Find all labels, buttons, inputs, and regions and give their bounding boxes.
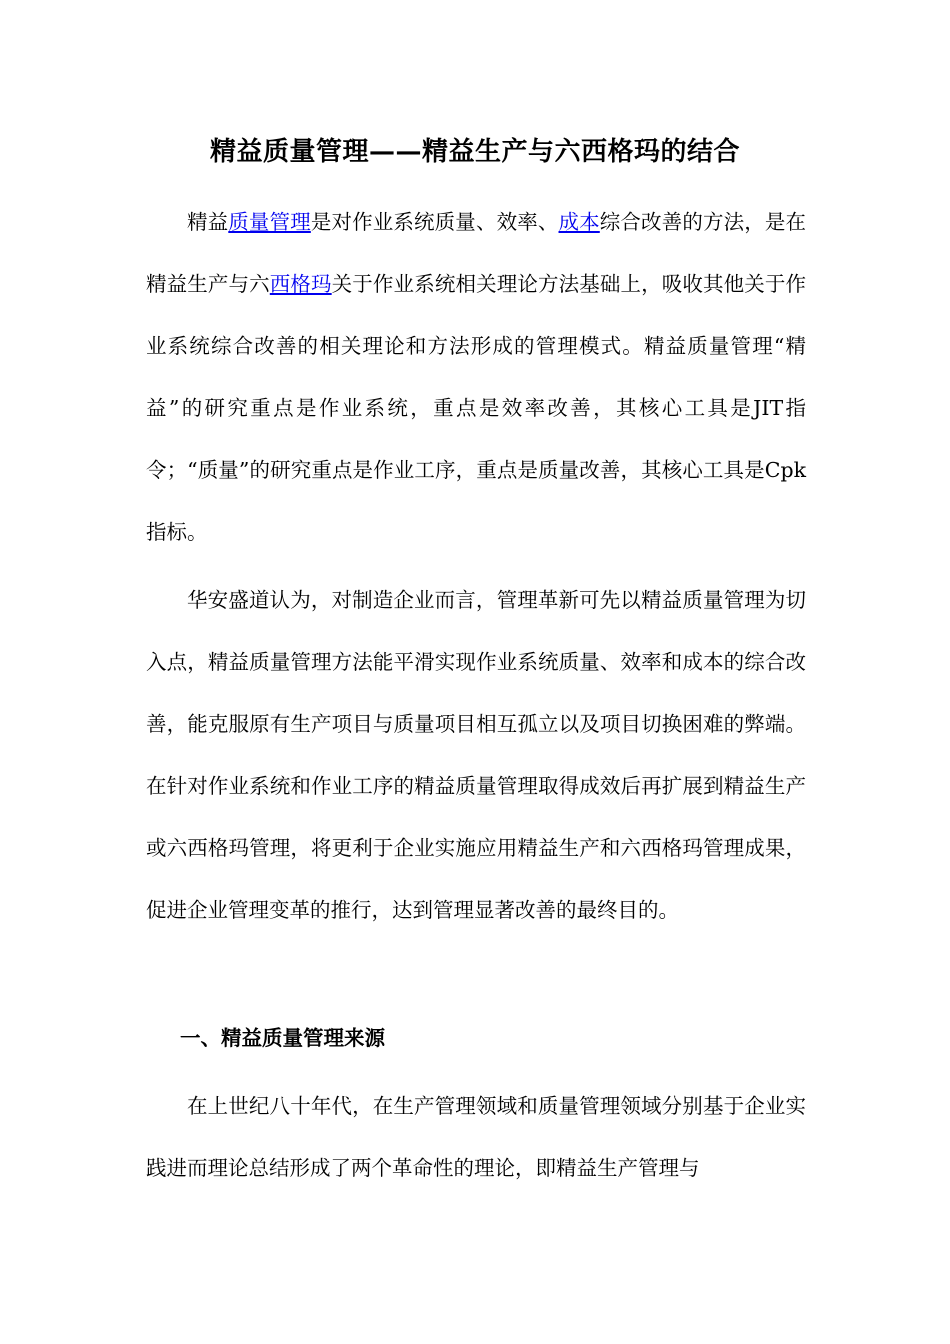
section-heading: 一、精益质量管理来源 bbox=[180, 1026, 385, 1050]
paragraph-origin: 在上世纪八十年代，在生产管理领域和质量管理领域分别基于企业实践进而理论总结形成了两个革命性的理论，即精益生产管理与 bbox=[146, 1094, 806, 1180]
link-quality-management[interactable]: 质量管理 bbox=[228, 210, 311, 234]
link-six-sigma[interactable]: 西格玛 bbox=[269, 272, 332, 296]
text-run: 关于作业系统相关理论方法基础上，吸收其他关于作业系统综合改善的相关理论和方法形成的管理模式。精益质量管理“精益”的研究重点是作业系统，重点是效率改善，其核心工具是JIT指令；“质量”的研究重点是作业工序，重点是质量改善，其核心工具是Cpk指标。 bbox=[146, 272, 807, 544]
document-title: 精益质量管理——精益生产与六西格玛的结合 bbox=[209, 137, 740, 167]
paragraph-viewpoint: 华安盛道认为，对制造企业而言，管理革新可先以精益质量管理为切入点，精益质量管理方法能平滑实现作业系统质量、效率和成本的综合改善，能克服原有生产项目与质量项目相互孤立以及项目切换困难的弊端。在针对作业系统和作业工序的精益质量管理取得成效后再扩展到精益生产或六西格玛管理，将更利于企业实施应用精益生产和六西格玛管理成果，促进企业管理变革的推行，达到管理显著改善的最终目的。 bbox=[146, 588, 806, 922]
text-run: 是对作业系统质量、效率、 bbox=[310, 210, 559, 234]
text-run: 综合改善的方法，是在精益生产与六 bbox=[146, 210, 807, 296]
text-run: 精益 bbox=[187, 210, 229, 234]
link-cost[interactable]: 成本 bbox=[558, 210, 600, 234]
paragraph-intro bbox=[146, 191, 806, 563]
